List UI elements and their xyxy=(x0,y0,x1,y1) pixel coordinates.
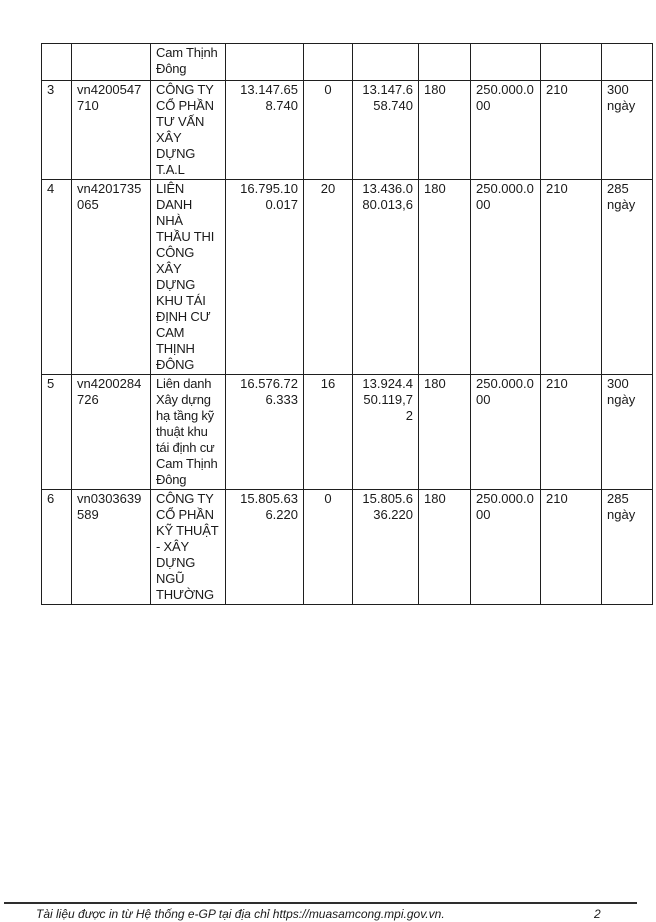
cell-duration xyxy=(602,44,653,81)
cell-number-2: 180 xyxy=(419,81,471,180)
cell-number-1: 0 xyxy=(304,490,353,605)
footer-source-note: Tài liệu được in từ Hệ thống e-GP tại địa chỉ https://muasamcong.mpi.gov.vn. xyxy=(36,907,445,921)
cell-amount-2: 13.924.450.119,72 xyxy=(353,375,419,490)
cell-amount-3: 250.000.000 xyxy=(471,490,541,605)
table-row xyxy=(42,490,653,605)
cell-number-3: 210 xyxy=(541,375,602,490)
cell-duration: 285 ngày xyxy=(602,490,653,605)
cell-number-1 xyxy=(304,44,353,81)
cell-code: vn4201735065 xyxy=(72,180,151,375)
cell-name: CÔNG TY CỔ PHẦN TƯ VẤN XÂY DỰNG T.A.L xyxy=(151,81,226,180)
cell-amount-1: 16.576.726.333 xyxy=(226,375,304,490)
cell-number-3: 210 xyxy=(541,81,602,180)
table-row-carryover xyxy=(42,44,653,81)
cell-duration: 300 ngày xyxy=(602,81,653,180)
table-row xyxy=(42,180,653,375)
cell-no: 4 xyxy=(42,180,72,375)
cell-number-2: 180 xyxy=(419,180,471,375)
cell-amount-3 xyxy=(471,44,541,81)
bidder-results-table xyxy=(41,43,653,605)
table-row xyxy=(42,81,653,180)
cell-no: 6 xyxy=(42,490,72,605)
cell-amount-1: 16.795.100.017 xyxy=(226,180,304,375)
cell-duration: 285 ngày xyxy=(602,180,653,375)
cell-code: vn4200547710 xyxy=(72,81,151,180)
cell-number-3 xyxy=(541,44,602,81)
cell-number-3: 210 xyxy=(541,490,602,605)
cell-no xyxy=(42,44,72,81)
cell-amount-2 xyxy=(353,44,419,81)
footer-divider xyxy=(4,902,637,904)
cell-number-1: 20 xyxy=(304,180,353,375)
cell-duration: 300 ngày xyxy=(602,375,653,490)
cell-amount-2: 15.805.636.220 xyxy=(353,490,419,605)
cell-amount-1 xyxy=(226,44,304,81)
cell-amount-2: 13.147.658.740 xyxy=(353,81,419,180)
cell-name: LIÊN DANH NHÀ THẦU THI CÔNG XÂY DỰNG KHU TÁI ĐỊNH CƯ CAM THỊNH ĐÔNG xyxy=(151,180,226,375)
cell-code xyxy=(72,44,151,81)
cell-name: CÔNG TY CỔ PHẦN KỸ THUẬT - XÂY DỰNG NGŨ THƯỜNG xyxy=(151,490,226,605)
cell-number-3: 210 xyxy=(541,180,602,375)
cell-number-2 xyxy=(419,44,471,81)
cell-amount-1: 15.805.636.220 xyxy=(226,490,304,605)
cell-name: Liên danh Xây dựng hạ tầng kỹ thuật khu tái định cư Cam Thịnh Đông xyxy=(151,375,226,490)
table-row xyxy=(42,375,653,490)
cell-number-1: 16 xyxy=(304,375,353,490)
cell-amount-2: 13.436.080.013,6 xyxy=(353,180,419,375)
cell-number-2: 180 xyxy=(419,375,471,490)
cell-number-1: 0 xyxy=(304,81,353,180)
cell-code: vn4200284726 xyxy=(72,375,151,490)
cell-amount-3: 250.000.000 xyxy=(471,81,541,180)
cell-no: 5 xyxy=(42,375,72,490)
cell-no: 3 xyxy=(42,81,72,180)
cell-amount-3: 250.000.000 xyxy=(471,375,541,490)
cell-code: vn0303639589 xyxy=(72,490,151,605)
cell-number-2: 180 xyxy=(419,490,471,605)
cell-name: Cam Thịnh Đông xyxy=(151,44,226,81)
cell-amount-1: 13.147.658.740 xyxy=(226,81,304,180)
footer-page-number: 2 xyxy=(594,907,601,921)
cell-amount-3: 250.000.000 xyxy=(471,180,541,375)
